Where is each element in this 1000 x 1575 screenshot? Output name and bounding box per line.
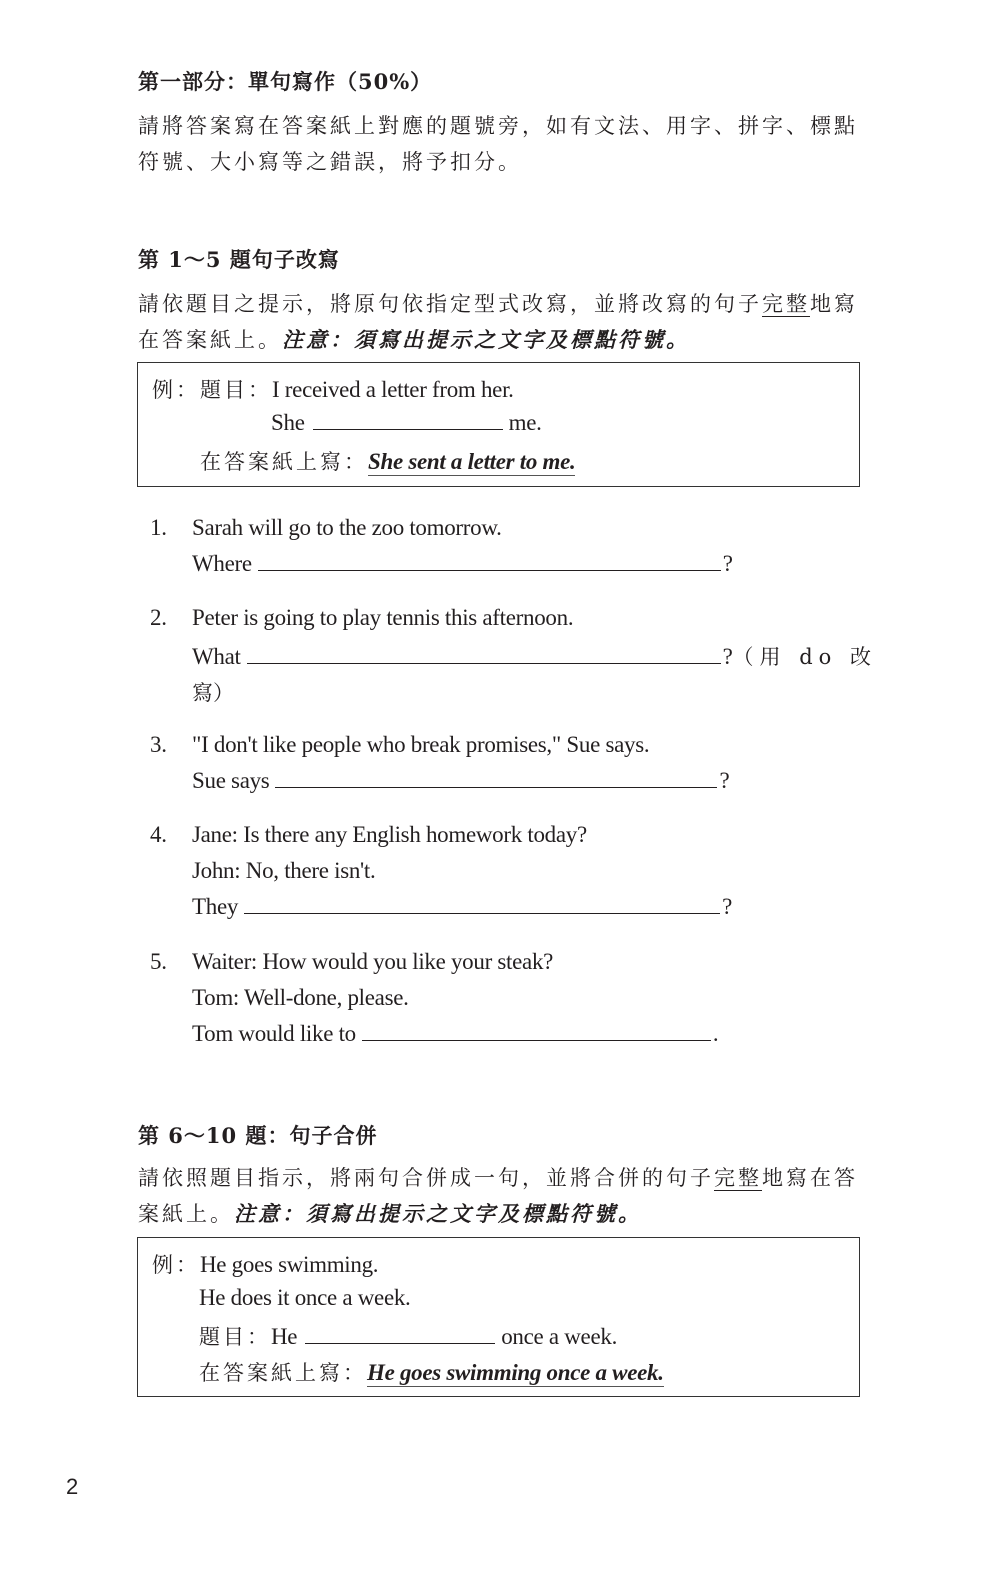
stem-end: me. bbox=[508, 410, 542, 435]
example2-prompt-row bbox=[199, 1321, 617, 1351]
section1-title: 第 1～5 題句子改寫 bbox=[138, 247, 340, 272]
answer-blank bbox=[244, 912, 720, 914]
example-sentence2: He does it once a week. bbox=[199, 1285, 411, 1310]
example-sentence1: He goes swimming. bbox=[200, 1252, 379, 1277]
question-number: 3. bbox=[150, 732, 167, 757]
answer-blank bbox=[313, 428, 503, 430]
question-sentence: Peter is going to play tennis this afternoon. bbox=[192, 605, 574, 630]
stem-start: Tom would like to bbox=[192, 1021, 356, 1046]
question-sentence-2: Tom: Well-done, please. bbox=[192, 985, 409, 1010]
question-stem-row bbox=[192, 768, 729, 794]
answer-blank bbox=[362, 1039, 711, 1041]
part-instructions-line1: 請將答案寫在答案紙上對應的題號旁，如有文法、用字、拼字、標點 bbox=[138, 114, 858, 138]
question-stem-row bbox=[192, 1021, 718, 1047]
emphasis-complete: 完整 bbox=[762, 292, 810, 316]
question-number: 4. bbox=[150, 822, 167, 847]
example-prompt: I received a letter from her. bbox=[272, 377, 514, 402]
section1-instructions-line1 bbox=[138, 288, 858, 318]
stem-end: ? bbox=[722, 551, 733, 576]
instr-text: 地寫在答 bbox=[762, 1166, 858, 1190]
answer-blank bbox=[247, 662, 721, 664]
stem-start: He bbox=[271, 1324, 298, 1349]
example-answer: She sent a letter to me. bbox=[368, 449, 576, 474]
stem-start: Sue says bbox=[192, 768, 270, 793]
stem-start: They bbox=[192, 894, 239, 919]
example2-answer-row bbox=[199, 1357, 664, 1387]
stem-end: ? bbox=[719, 768, 730, 793]
example1-stem-row bbox=[271, 410, 542, 436]
section1-instructions-line2 bbox=[138, 324, 690, 354]
note-text: 注意：須寫出提示之文字及標點符號。 bbox=[282, 327, 690, 352]
section2-instructions-line2 bbox=[138, 1198, 642, 1228]
instr-text: 案紙上。 bbox=[138, 1202, 234, 1226]
question-number: 2. bbox=[150, 605, 167, 630]
answer-blank bbox=[275, 786, 717, 788]
question-number: 5. bbox=[150, 949, 167, 974]
answer-blank bbox=[258, 569, 721, 571]
section2-instructions-line1 bbox=[138, 1162, 858, 1192]
question-stem-row bbox=[192, 894, 732, 920]
instr-text: 請依照題目指示，將兩句合併成一句，並將合併的句子 bbox=[138, 1166, 714, 1190]
example1-prompt-row bbox=[152, 374, 514, 404]
question-stem-row bbox=[192, 551, 733, 577]
part-instructions-line2: 符號、大小寫等之錯誤，將予扣分。 bbox=[138, 150, 522, 174]
section2-title: 第 6～10 題：句子合併 bbox=[138, 1123, 378, 1148]
question-hint: （用 do 改 bbox=[732, 645, 877, 669]
example1-answer-row bbox=[200, 446, 575, 476]
question-sentence: "I don't like people who break promises," Sue says. bbox=[192, 732, 650, 757]
question-sentence: Sarah will go to the zoo tomorrow. bbox=[192, 515, 502, 540]
question-stem-row bbox=[192, 641, 877, 671]
prompt-label: 題目： bbox=[200, 378, 272, 402]
note-text: 注意：須寫出提示之文字及標點符號。 bbox=[234, 1201, 642, 1226]
prompt-label: 題目： bbox=[199, 1325, 271, 1349]
part-title: 第一部分：單句寫作（50%） bbox=[138, 69, 433, 94]
example2-sentence1-row bbox=[152, 1249, 378, 1279]
instr-text: 請依題目之提示，將原句依指定型式改寫，並將改寫的句子 bbox=[138, 292, 762, 316]
instr-text: 在答案紙上。 bbox=[138, 328, 282, 352]
question-hint-cont: 寫） bbox=[192, 681, 234, 705]
question-number: 1. bbox=[150, 515, 167, 540]
stem-start: She bbox=[271, 410, 305, 435]
example-label: 例： bbox=[152, 1253, 200, 1277]
stem-end: . bbox=[712, 1021, 719, 1046]
stem-start: Where bbox=[192, 551, 252, 576]
stem-start: What bbox=[192, 644, 241, 669]
emphasis-complete: 完整 bbox=[714, 1166, 762, 1190]
question-sentence: Jane: Is there any English homework today? bbox=[192, 822, 587, 847]
stem-end: ? bbox=[722, 894, 732, 919]
question-sentence-2: John: No, there isn't. bbox=[192, 858, 376, 883]
question-sentence: Waiter: How would you like your steak? bbox=[192, 949, 554, 974]
stem-end: once a week. bbox=[501, 1324, 618, 1349]
stem-end: ? bbox=[722, 644, 733, 669]
answer-label: 在答案紙上寫： bbox=[200, 450, 368, 474]
instr-text: 地寫 bbox=[810, 292, 858, 316]
answer-label: 在答案紙上寫： bbox=[199, 1361, 367, 1385]
example-answer: He goes swimming once a week. bbox=[367, 1360, 664, 1385]
answer-blank bbox=[305, 1342, 495, 1344]
example-label: 例： bbox=[152, 378, 200, 402]
page-number: 2 bbox=[66, 1474, 79, 1499]
